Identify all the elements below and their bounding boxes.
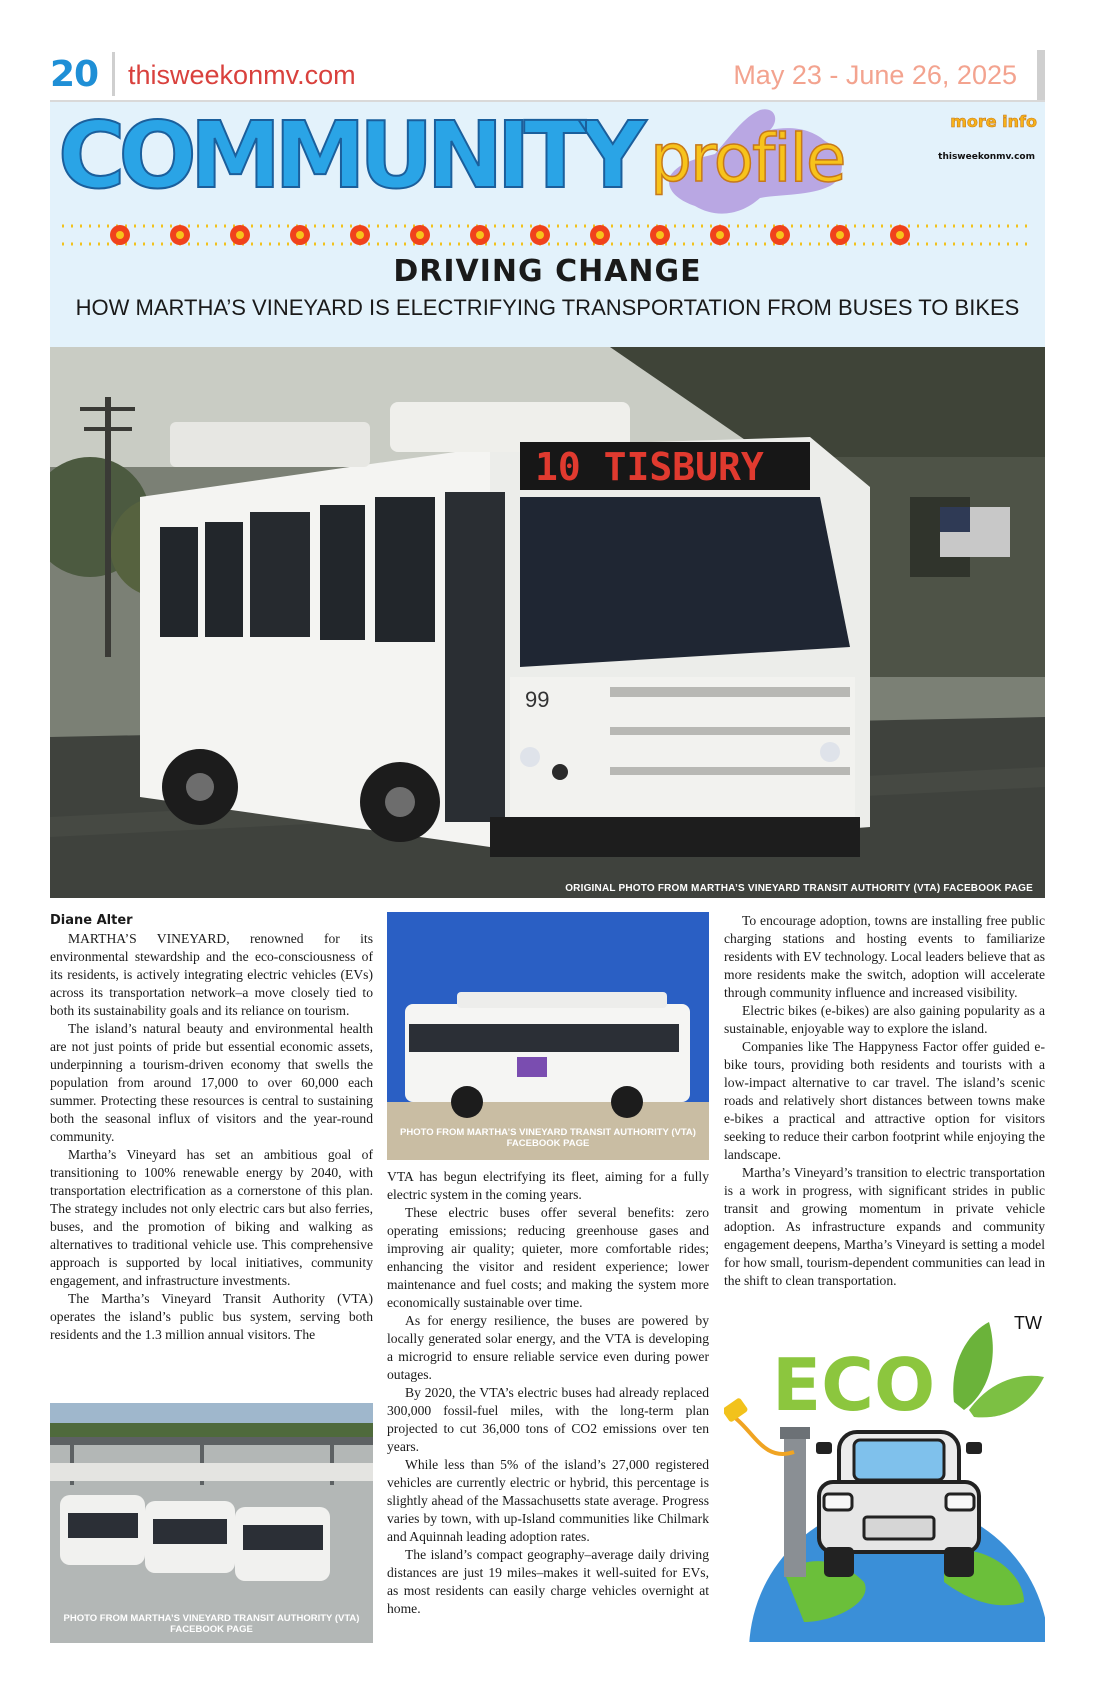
signoff: TW [1014, 1313, 1042, 1333]
decorative-dot-center [656, 231, 664, 239]
paragraph: The island’s compact geography–average daily driving distances are just 19 miles–makes it well-suited for EVs, as most residents can easily charge vehicles overnight at home. [387, 1547, 709, 1616]
paragraph: While less than 5% of the island’s 27,000 registered vehicles are currently electric or hybrid, this percentage is slightly ahead of the Massachusetts state average. Progress varies by town, with up-Island communities like Chilmark and Aquinnah leading adoption rates. [387, 1457, 709, 1544]
eco-text: ECO [772, 1343, 936, 1427]
eco-car-graphic [724, 1322, 1045, 1642]
decorative-dot-center [116, 231, 124, 239]
article-column-3 [724, 912, 1045, 1290]
decorative-dot-center [596, 231, 604, 239]
paragraph: The Martha’s Vineyard Transit Authority (VTA) operates the island’s public bus system, serving both residents and the 1.3 million annual visitors. The [50, 1291, 373, 1342]
decorative-dot-center [536, 231, 544, 239]
bus-side-illustration [387, 912, 709, 1160]
eco-illustration [724, 1322, 1045, 1642]
photo2-caption: PHOTO FROM MARTHA’S VINEYARD TRANSIT AUTHORITY (VTA) FACEBOOK PAGE [400, 1127, 696, 1149]
main-photo-caption: ORIGINAL PHOTO FROM MARTHA’S VINEYARD TRANSIT AUTHORITY (VTA) FACEBOOK PAGE [565, 883, 1033, 894]
header-right-bar [1037, 50, 1045, 100]
decorative-dot-center [236, 231, 244, 239]
decorative-dot-border [62, 220, 1032, 250]
header-divider [112, 52, 115, 96]
bus-side-photo [387, 912, 709, 1160]
paragraph: Companies like The Happyness Factor offer guided e-bike tours, providing both residents and tourists with a low-impact alternative to car travel. The island’s scenic roads and relatively short distances between towns make e-bikes a practical and attractive option for visitors seeking to reduce their carbon footprint while enjoying the landscape. [724, 1039, 1045, 1162]
paragraph: To encourage adoption, towns are installing free public charging stations and hosting events to familiarize residents with EV technology. Local leaders believe that as more residents make the switch, adoption will accelerate through community influence and increased visibility. [724, 913, 1045, 1000]
more-info-label[interactable]: more info [950, 112, 1037, 131]
paragraph: By 2020, the VTA’s electric buses had already replaced 300,000 fossil-fuel miles, with the long-term plan projected to cut 36,000 tons of CO2 emissions over ten years. [387, 1385, 709, 1454]
decorative-dot-center [836, 231, 844, 239]
paragraph: Martha’s Vineyard has set an ambitious goal of transitioning to 100% renewable energy by 2040, with transportation electrification as a cornerstone of this plan. The strategy includes not only electric cars but also ferries, buses, and the promotion of biking and walking as alternatives to traditional vehicle use. This comprehensive approach is supported by local initiatives, community engagement, and infrastructure investments. [50, 1147, 373, 1288]
bus-depot-illustration [50, 1403, 373, 1643]
bus-depot-photo [50, 1403, 373, 1643]
section-banner [50, 102, 1045, 347]
section-title-community: COMMUNITY [58, 102, 640, 209]
bus-illustration [50, 347, 1045, 898]
page-number: 20 [50, 54, 99, 95]
article-headline: DRIVING CHANGE [393, 254, 702, 289]
decorative-dot-center [356, 231, 364, 239]
bus-number: 99 [525, 687, 550, 712]
article-subheadline: HOW MARTHA’S VINEYARD IS ELECTRIFYING TRANSPORTATION FROM BUSES TO BIKES [75, 295, 1020, 320]
decorative-dot-center [416, 231, 424, 239]
section-title-profile: profile [650, 120, 845, 197]
decorative-dot-center [896, 231, 904, 239]
decorative-dot-center [716, 231, 724, 239]
article-column-1 [50, 912, 373, 1344]
paragraph: These electric buses offer several benefits: zero operating emissions; reducing greenhouse gases and improving air quality; quieter, more comfortable rides; enhancing the visitor and resident experience; lower maintenance and fuel costs; and making the system more economically sustainable over time. [387, 1205, 709, 1310]
paragraph: The island’s natural beauty and environmental health are not just points of pride but essential economic assets, underpinning a tourism-driven economy that swells the population from around 17,000 to over 60,000 each summer. Protecting these resources is central to sustaining both the seasonal influx of visitors and the year-round community. [50, 1021, 373, 1144]
paragraph: Martha’s Vineyard’s transition to electric transportation is a work in progress, with significant strides in public transit and growing momentum in private vehicle adoption. As infrastructure expands and community engagement deepens, Martha’s Vineyard is setting a model for how small, tourism-dependent communities can lead in the shift to clean transportation. [724, 1165, 1045, 1288]
paragraph: As for energy resilience, the buses are powered by locally generated solar energy, and the VTA is developing a microgrid to ensure reliable service even during power outages. [387, 1313, 709, 1382]
issue-dates: May 23 - June 26, 2025 [733, 60, 1017, 90]
site-name[interactable]: thisweekonmv.com [128, 60, 356, 90]
destination-sign: 10 TISBURY [535, 445, 764, 489]
article-column-2 [387, 1168, 709, 1618]
decorative-dot-center [776, 231, 784, 239]
photo3-caption: PHOTO FROM MARTHA’S VINEYARD TRANSIT AUTHORITY (VTA) FACEBOOK PAGE [63, 1613, 360, 1635]
decorative-dot-center [476, 231, 484, 239]
page-header [50, 50, 1045, 102]
decorative-dot-center [296, 231, 304, 239]
paragraph: VTA has begun electrifying its fleet, aiming for a fully electric system in the coming years. [387, 1169, 709, 1202]
byline: Diane Alter [50, 913, 133, 928]
main-bus-photo [50, 347, 1045, 898]
more-info-site[interactable]: thisweekonmv.com [938, 152, 1035, 162]
paragraph: Electric bikes (e-bikes) are also gaining popularity as a sustainable, enjoyable way to explore the island. [724, 1003, 1045, 1036]
paragraph: MARTHA’S VINEYARD, renowned for its environmental stewardship and the eco-consciousness of its residents, is actively integrating electric vehicles (EVs) across its transportation network–a move closely tied to both its sustainability goals and its reliance on tourism. [50, 931, 373, 1018]
decorative-dot-center [176, 231, 184, 239]
